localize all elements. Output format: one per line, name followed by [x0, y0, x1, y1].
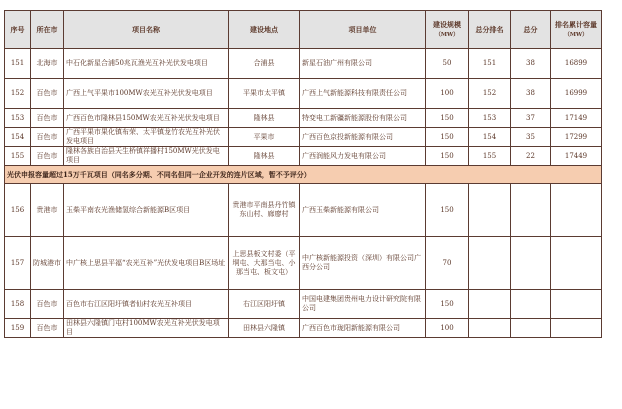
cell-scale: 100 — [426, 79, 469, 109]
cell-cum — [551, 290, 602, 319]
cell-location: 上思县板文村委（平垌屯、大那当屯、小那当屯、板文屯） — [229, 237, 300, 290]
cell-unit: 广西百色市珑阳新能源有限公司 — [300, 319, 426, 338]
cell-unit: 特变电工新疆新能源股份有限公司 — [300, 109, 426, 128]
cell-city: 北海市 — [31, 49, 64, 79]
cell-name: 广西上气平果市100MW农光互补光伏发电项目 — [64, 79, 229, 109]
table-row — [5, 79, 602, 109]
cell-cum: 16899 — [551, 49, 602, 79]
col-total-rank: 总分排名 — [469, 11, 511, 49]
cell-cum: 17149 — [551, 109, 602, 128]
cell-score — [511, 237, 551, 290]
cell-no: 154 — [5, 128, 31, 147]
table-row — [5, 290, 602, 319]
cell-cum — [551, 184, 602, 237]
cell-rank: 155 — [469, 147, 511, 166]
col-unit: 项目单位 — [300, 11, 426, 49]
col-location: 建设地点 — [229, 11, 300, 49]
cell-location: 合浦县 — [229, 49, 300, 79]
cell-city: 百色市 — [31, 319, 64, 338]
cell-rank — [469, 184, 511, 237]
cell-no: 157 — [5, 237, 31, 290]
cell-rank — [469, 319, 511, 338]
cell-rank: 152 — [469, 79, 511, 109]
table-row — [5, 109, 602, 128]
cell-rank — [469, 290, 511, 319]
cell-location: 右江区阳圩镇 — [229, 290, 300, 319]
cell-unit: 广西润能风力发电有限公司 — [300, 147, 426, 166]
table-row — [5, 128, 602, 147]
cell-name: 玉柴平南农光渔储氢综合新能源B区项目 — [64, 184, 229, 237]
cell-no: 159 — [5, 319, 31, 338]
cell-unit: 广西玉柴新能源有限公司 — [300, 184, 426, 237]
project-table — [4, 10, 602, 338]
cell-name: 广西百色市隆林县150MW农光互补光伏发电项目 — [64, 109, 229, 128]
cell-rank: 153 — [469, 109, 511, 128]
cell-unit: 新星石油广州有限公司 — [300, 49, 426, 79]
col-name: 项目名称 — [64, 11, 229, 49]
cell-unit: 广西百色京投新能源有限公司 — [300, 128, 426, 147]
cell-score — [511, 319, 551, 338]
table-row — [5, 319, 602, 338]
cell-unit: 广西上气新能源科技有限责任公司 — [300, 79, 426, 109]
cell-score — [511, 290, 551, 319]
cell-scale: 100 — [426, 319, 469, 338]
cell-location: 贵港市平南县丹竹镇东山村、廊廖村 — [229, 184, 300, 237]
cell-name: 田林县六隆镇门屯村100MW农光互补光伏发电项目 — [64, 319, 229, 338]
cell-name: 隆林各族自治县天生桥镇祥播村150MW光伏发电项目 — [64, 147, 229, 166]
col-score: 总分 — [511, 11, 551, 49]
col-scale — [426, 11, 469, 49]
table-row — [5, 49, 602, 79]
cell-no: 151 — [5, 49, 31, 79]
cell-score — [511, 184, 551, 237]
cell-location: 平果市 — [229, 128, 300, 147]
cell-no: 153 — [5, 109, 31, 128]
cell-cum — [551, 319, 602, 338]
cell-location: 田林县六隆镇 — [229, 319, 300, 338]
cell-cum: 17299 — [551, 128, 602, 147]
cell-scale: 150 — [426, 290, 469, 319]
cell-city: 百色市 — [31, 109, 64, 128]
cell-location: 隆林县 — [229, 147, 300, 166]
cell-no: 155 — [5, 147, 31, 166]
cell-city: 百色市 — [31, 290, 64, 319]
col-cum-label: 排名累计容量 — [555, 20, 597, 29]
cell-name: 中广核上思县平福“农光互补”光伏发电项目B区场址 — [64, 237, 229, 290]
cell-cum — [551, 237, 602, 290]
cell-city: 贵港市 — [31, 184, 64, 237]
cell-scale: 150 — [426, 147, 469, 166]
cell-scale: 150 — [426, 184, 469, 237]
cell-rank: 151 — [469, 49, 511, 79]
cell-score: 22 — [511, 147, 551, 166]
section-banner-row — [5, 166, 602, 184]
cell-scale: 50 — [426, 49, 469, 79]
cell-unit: 中广核新能源投资（深圳）有限公司广西分公司 — [300, 237, 426, 290]
cell-no: 158 — [5, 290, 31, 319]
section-banner: 光伏申报容量超过15万千瓦项目（同名多分期、不同名但同一企业开发的连片区域，暂不予评分） — [5, 166, 602, 184]
cell-name: 广西平果市果化镇布荣、太平镇龙竹农光互补光伏发电项目 — [64, 128, 229, 147]
cell-no: 156 — [5, 184, 31, 237]
cell-name: 中石化新星合浦50兆瓦渔光互补光伏发电项目 — [64, 49, 229, 79]
cell-cum: 17449 — [551, 147, 602, 166]
cell-score: 38 — [511, 79, 551, 109]
table-row — [5, 237, 602, 290]
col-city: 所在市 — [31, 11, 64, 49]
cell-name: 百色市右江区阳圩镇者仙村农光互补项目 — [64, 290, 229, 319]
cell-cum: 16999 — [551, 79, 602, 109]
cell-scale: 150 — [426, 109, 469, 128]
header-row — [5, 11, 602, 49]
cell-city: 百色市 — [31, 147, 64, 166]
cell-rank: 154 — [469, 128, 511, 147]
cell-score: 37 — [511, 109, 551, 128]
col-scale-label: 建设规模 — [433, 20, 461, 29]
cell-no: 152 — [5, 79, 31, 109]
cell-city: 百色市 — [31, 128, 64, 147]
table-row — [5, 184, 602, 237]
cell-scale: 150 — [426, 128, 469, 147]
cell-rank — [469, 237, 511, 290]
cell-score: 35 — [511, 128, 551, 147]
cell-location: 平果市太平镇 — [229, 79, 300, 109]
cell-location: 隆林县 — [229, 109, 300, 128]
table-row — [5, 147, 602, 166]
col-no: 序号 — [5, 11, 31, 49]
col-scale-unit: （MW） — [435, 32, 459, 38]
col-cum-capacity — [551, 11, 602, 49]
cell-score: 38 — [511, 49, 551, 79]
cell-city: 百色市 — [31, 79, 64, 109]
cell-scale: 70 — [426, 237, 469, 290]
cell-city: 防城港市 — [31, 237, 64, 290]
col-cum-unit: （MW） — [564, 32, 588, 38]
cell-unit: 中国电建集团贵州电力设计研究院有限公司 — [300, 290, 426, 319]
